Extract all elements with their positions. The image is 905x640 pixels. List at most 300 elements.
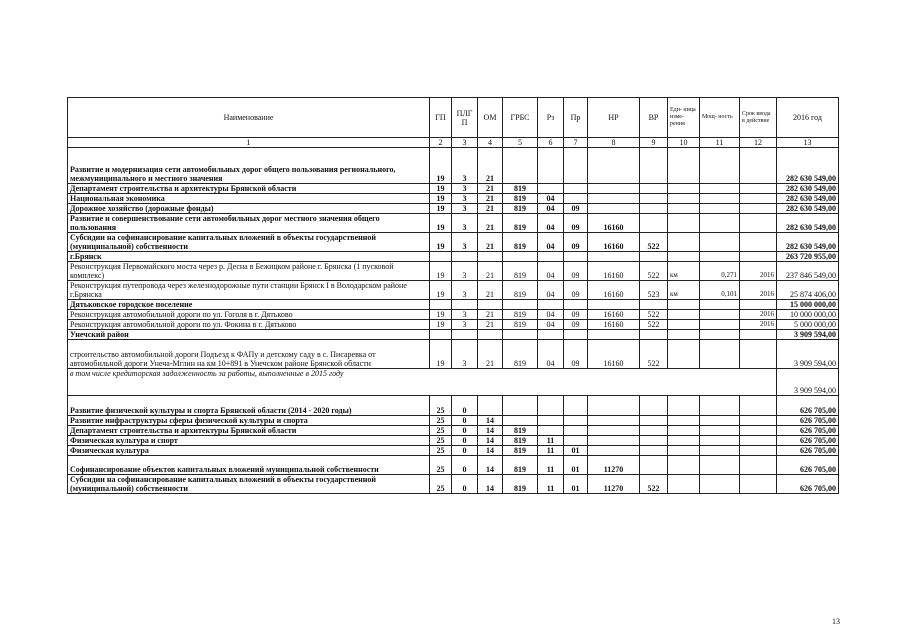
cell-power bbox=[700, 396, 740, 416]
cell-plgp: 3 bbox=[452, 204, 478, 214]
cell-name: Унечский район bbox=[68, 330, 430, 340]
cell-term: 2016 bbox=[740, 310, 777, 320]
cell-grbs: 819 bbox=[503, 214, 538, 233]
table-row bbox=[68, 456, 839, 475]
cell-power bbox=[700, 148, 740, 184]
cell-rz: 04 bbox=[538, 340, 564, 369]
cell-name: Развитие физической культуры и спорта Брянской области (2014 - 2020 годы) bbox=[68, 396, 430, 416]
cell-term: 2016 bbox=[740, 281, 777, 300]
page-number: 13 bbox=[832, 617, 840, 626]
cell-pr: 01 bbox=[564, 446, 588, 456]
cell-rz: 04 bbox=[538, 310, 564, 320]
cell-gp: 19 bbox=[430, 310, 452, 320]
cell-grbs bbox=[503, 416, 538, 426]
cell-name: Реконструкция автомобильной дороги по ул. Гоголя в г. Дятьково bbox=[68, 310, 430, 320]
cell-nr bbox=[588, 184, 640, 194]
cell-vr bbox=[640, 396, 668, 416]
cell-grbs: 819 bbox=[503, 446, 538, 456]
cell-power bbox=[700, 436, 740, 446]
cell-name: Национальная экономика bbox=[68, 194, 430, 204]
cell-pr: 01 bbox=[564, 456, 588, 475]
cell-nr bbox=[588, 436, 640, 446]
cell-unit: км bbox=[668, 281, 700, 300]
table-row bbox=[68, 340, 839, 369]
cell-om bbox=[478, 300, 503, 310]
cell-pr: 09 bbox=[564, 262, 588, 281]
cell-vr: 522 bbox=[640, 320, 668, 330]
cell-grbs bbox=[503, 330, 538, 340]
cell-vr: 522 bbox=[640, 233, 668, 252]
cell-gp: 19 bbox=[430, 340, 452, 369]
cell-plgp: 0 bbox=[452, 396, 478, 416]
cell-rz bbox=[538, 330, 564, 340]
cell-vr: 522 bbox=[640, 310, 668, 320]
table-row bbox=[68, 233, 839, 252]
cell-name: г.Брянск bbox=[68, 252, 430, 262]
cell-unit bbox=[668, 456, 700, 475]
cell-om: 14 bbox=[478, 446, 503, 456]
cell-grbs: 819 bbox=[503, 436, 538, 446]
cell-name: Субсидии на софинансирование капитальных вложений в объекты государственной (муниципальной) собственности bbox=[68, 233, 430, 252]
col-number: 5 bbox=[503, 138, 538, 148]
cell-pr bbox=[564, 416, 588, 426]
cell-pr: 09 bbox=[564, 310, 588, 320]
column-number-row bbox=[68, 138, 839, 148]
cell-om: 21 bbox=[478, 310, 503, 320]
table-header-row bbox=[68, 98, 839, 138]
cell-nr bbox=[588, 252, 640, 262]
col-number: 9 bbox=[640, 138, 668, 148]
cell-sum: 626 705,00 bbox=[777, 456, 839, 475]
cell-gp: 19 bbox=[430, 262, 452, 281]
table-row bbox=[68, 416, 839, 426]
cell-unit bbox=[668, 330, 700, 340]
cell-grbs: 819 bbox=[503, 320, 538, 330]
cell-rz bbox=[538, 416, 564, 426]
table-row bbox=[68, 262, 839, 281]
cell-om: 21 bbox=[478, 262, 503, 281]
cell-vr bbox=[640, 194, 668, 204]
header-year: 2016 год bbox=[777, 98, 839, 138]
cell-rz: 11 bbox=[538, 436, 564, 446]
cell-sum: 3 909 594,00 bbox=[777, 330, 839, 340]
col-number: 1 bbox=[68, 138, 430, 148]
cell-name: Физическая культура и спорт bbox=[68, 436, 430, 446]
col-number: 12 bbox=[740, 138, 777, 148]
cell-grbs: 819 bbox=[503, 204, 538, 214]
cell-rz: 04 bbox=[538, 194, 564, 204]
cell-grbs bbox=[503, 300, 538, 310]
cell-rz: 11 bbox=[538, 446, 564, 456]
cell-nr bbox=[588, 416, 640, 426]
cell-om bbox=[478, 252, 503, 262]
cell-name: Реконструкция автомобильной дороги по ул. Фокина в г. Дятьково bbox=[68, 320, 430, 330]
table-row bbox=[68, 310, 839, 320]
cell-plgp: 0 bbox=[452, 436, 478, 446]
cell-grbs bbox=[503, 148, 538, 184]
cell-nr: 16160 bbox=[588, 262, 640, 281]
cell-term bbox=[740, 340, 777, 369]
cell-gp: 25 bbox=[430, 446, 452, 456]
cell-sum: 3 909 594,00 bbox=[777, 340, 839, 369]
cell-plgp: 0 bbox=[452, 446, 478, 456]
cell-power bbox=[700, 214, 740, 233]
header-term: Срок ввода в действие bbox=[740, 98, 777, 138]
cell-term bbox=[740, 184, 777, 194]
cell-name: Развитие и совершенствование сети автомобильных дорог местного значения общего пользования bbox=[68, 214, 430, 233]
cell-sum: 25 874 406,00 bbox=[777, 281, 839, 300]
cell-vr bbox=[640, 204, 668, 214]
cell-sum: 626 705,00 bbox=[777, 436, 839, 446]
cell-unit bbox=[668, 475, 700, 494]
table-row bbox=[68, 184, 839, 194]
cell-rz: 04 bbox=[538, 233, 564, 252]
cell-plgp: 3 bbox=[452, 148, 478, 184]
cell-name: Дятьковское городское поселение bbox=[68, 300, 430, 310]
cell-rz bbox=[538, 300, 564, 310]
cell-om: 21 bbox=[478, 204, 503, 214]
cell-power bbox=[700, 204, 740, 214]
cell-plgp: 3 bbox=[452, 310, 478, 320]
cell-vr bbox=[640, 456, 668, 475]
cell-vr bbox=[640, 252, 668, 262]
cell-unit bbox=[668, 320, 700, 330]
cell-name: Развитие инфраструктуры сферы физической культуры и спорта bbox=[68, 416, 430, 426]
cell-name: Департамент строительства и архитектуры Брянской области bbox=[68, 184, 430, 194]
cell-nr bbox=[588, 194, 640, 204]
cell-power bbox=[700, 320, 740, 330]
cell-gp: 19 bbox=[430, 184, 452, 194]
cell-nr bbox=[588, 300, 640, 310]
cell-vr bbox=[640, 446, 668, 456]
cell-plgp: 3 bbox=[452, 340, 478, 369]
cell-power bbox=[700, 340, 740, 369]
cell-pr bbox=[564, 436, 588, 446]
cell-om: 21 bbox=[478, 214, 503, 233]
cell-term bbox=[740, 426, 777, 436]
cell-plgp: 3 bbox=[452, 320, 478, 330]
cell-power bbox=[700, 475, 740, 494]
cell-term bbox=[740, 330, 777, 340]
cell-om: 14 bbox=[478, 456, 503, 475]
cell-sum: 282 630 549,00 bbox=[777, 194, 839, 204]
cell-unit bbox=[668, 446, 700, 456]
cell-pr bbox=[564, 330, 588, 340]
cell-sum: 3 909 594,00 bbox=[777, 369, 839, 396]
cell-unit: км bbox=[668, 262, 700, 281]
table-row bbox=[68, 148, 839, 184]
cell-name: Реконструкция Первомайского моста через р. Десна в Бежицком районе г. Брянска (1 пусковой комплекс) bbox=[68, 262, 430, 281]
cell-plgp bbox=[452, 252, 478, 262]
header-name: Наименование bbox=[68, 98, 430, 138]
cell-nr bbox=[588, 204, 640, 214]
cell-rz: 04 bbox=[538, 262, 564, 281]
cell-power bbox=[700, 194, 740, 204]
cell-gp: 19 bbox=[430, 204, 452, 214]
table-row bbox=[68, 369, 839, 396]
cell-unit bbox=[668, 194, 700, 204]
cell-nr: 16160 bbox=[588, 340, 640, 369]
cell-om bbox=[478, 330, 503, 340]
cell-om: 14 bbox=[478, 436, 503, 446]
table-row bbox=[68, 396, 839, 416]
cell-pr bbox=[564, 252, 588, 262]
cell-nr bbox=[588, 446, 640, 456]
header-unit: Еди- ница изме- рения bbox=[668, 98, 700, 138]
col-number: 13 bbox=[777, 138, 839, 148]
cell-gp: 25 bbox=[430, 456, 452, 475]
table-row bbox=[68, 320, 839, 330]
cell-pr bbox=[564, 426, 588, 436]
cell-name: в том числе кредиторская задолженность за работы, выполненные в 2015 году bbox=[68, 369, 777, 396]
cell-plgp: 3 bbox=[452, 214, 478, 233]
table-row bbox=[68, 330, 839, 340]
cell-nr bbox=[588, 330, 640, 340]
cell-rz: 04 bbox=[538, 214, 564, 233]
cell-unit bbox=[668, 426, 700, 436]
cell-nr bbox=[588, 426, 640, 436]
table-row bbox=[68, 204, 839, 214]
cell-gp: 19 bbox=[430, 148, 452, 184]
cell-grbs: 819 bbox=[503, 233, 538, 252]
table-row bbox=[68, 446, 839, 456]
cell-term bbox=[740, 300, 777, 310]
cell-pr bbox=[564, 396, 588, 416]
cell-term bbox=[740, 233, 777, 252]
header-gp: ГП bbox=[430, 98, 452, 138]
cell-power: 0,271 bbox=[700, 262, 740, 281]
cell-gp: 25 bbox=[430, 426, 452, 436]
cell-term bbox=[740, 396, 777, 416]
cell-om: 21 bbox=[478, 320, 503, 330]
cell-nr bbox=[588, 396, 640, 416]
cell-grbs: 819 bbox=[503, 475, 538, 494]
cell-rz bbox=[538, 426, 564, 436]
cell-term bbox=[740, 214, 777, 233]
cell-rz bbox=[538, 252, 564, 262]
header-pr: Пр bbox=[564, 98, 588, 138]
table-row bbox=[68, 475, 839, 494]
cell-om: 14 bbox=[478, 426, 503, 436]
cell-power bbox=[700, 416, 740, 426]
cell-plgp: 0 bbox=[452, 456, 478, 475]
cell-sum: 5 000 000,00 bbox=[777, 320, 839, 330]
cell-pr bbox=[564, 148, 588, 184]
cell-rz bbox=[538, 148, 564, 184]
cell-gp: 19 bbox=[430, 233, 452, 252]
header-om: ОМ bbox=[478, 98, 503, 138]
cell-rz: 11 bbox=[538, 456, 564, 475]
budget-table bbox=[67, 97, 839, 494]
cell-pr: 09 bbox=[564, 233, 588, 252]
cell-gp: 19 bbox=[430, 214, 452, 233]
cell-nr: 11270 bbox=[588, 475, 640, 494]
cell-vr: 522 bbox=[640, 475, 668, 494]
cell-sum: 282 630 549,00 bbox=[777, 214, 839, 233]
cell-plgp: 3 bbox=[452, 281, 478, 300]
cell-sum: 10 000 000,00 bbox=[777, 310, 839, 320]
cell-sum: 626 705,00 bbox=[777, 446, 839, 456]
col-number: 10 bbox=[668, 138, 700, 148]
header-nr: НР bbox=[588, 98, 640, 138]
cell-sum: 626 705,00 bbox=[777, 416, 839, 426]
cell-nr: 16160 bbox=[588, 233, 640, 252]
cell-term bbox=[740, 436, 777, 446]
cell-rz bbox=[538, 396, 564, 416]
cell-name: Дорожное хозяйство (дорожные фонды) bbox=[68, 204, 430, 214]
header-power: Мощ- ность bbox=[700, 98, 740, 138]
cell-vr bbox=[640, 214, 668, 233]
cell-vr bbox=[640, 330, 668, 340]
cell-nr: 16160 bbox=[588, 310, 640, 320]
cell-vr bbox=[640, 416, 668, 426]
cell-power bbox=[700, 252, 740, 262]
cell-unit bbox=[668, 416, 700, 426]
cell-grbs: 819 bbox=[503, 456, 538, 475]
cell-pr: 09 bbox=[564, 320, 588, 330]
cell-vr bbox=[640, 436, 668, 446]
cell-term: 2016 bbox=[740, 262, 777, 281]
cell-grbs bbox=[503, 252, 538, 262]
cell-sum: 626 705,00 bbox=[777, 475, 839, 494]
cell-term: 2016 bbox=[740, 320, 777, 330]
cell-plgp: 0 bbox=[452, 426, 478, 436]
col-number: 2 bbox=[430, 138, 452, 148]
cell-nr: 16160 bbox=[588, 281, 640, 300]
cell-vr bbox=[640, 426, 668, 436]
cell-term bbox=[740, 148, 777, 184]
cell-vr bbox=[640, 148, 668, 184]
cell-sum: 282 630 549,00 bbox=[777, 204, 839, 214]
header-rz: Рз bbox=[538, 98, 564, 138]
cell-grbs: 819 bbox=[503, 262, 538, 281]
cell-nr bbox=[588, 148, 640, 184]
cell-plgp: 3 bbox=[452, 262, 478, 281]
cell-name: Субсидии на софинансирование капитальных вложений в объекты государственной (муниципальной) собственности bbox=[68, 475, 430, 494]
cell-pr: 01 bbox=[564, 475, 588, 494]
cell-rz: 11 bbox=[538, 475, 564, 494]
cell-vr: 522 bbox=[640, 262, 668, 281]
cell-unit bbox=[668, 204, 700, 214]
col-number: 8 bbox=[588, 138, 640, 148]
col-number: 6 bbox=[538, 138, 564, 148]
cell-name: Реконструкция путепровода через железнодорожные пути станции Брянск I в Володарском районе г.Брянска bbox=[68, 281, 430, 300]
table-row bbox=[68, 300, 839, 310]
cell-term bbox=[740, 204, 777, 214]
cell-power: 0,101 bbox=[700, 281, 740, 300]
cell-sum: 237 846 549,00 bbox=[777, 262, 839, 281]
cell-power bbox=[700, 426, 740, 436]
cell-grbs: 819 bbox=[503, 426, 538, 436]
cell-plgp: 3 bbox=[452, 194, 478, 204]
cell-om: 21 bbox=[478, 194, 503, 204]
cell-sum: 282 630 549,00 bbox=[777, 148, 839, 184]
cell-sum: 626 705,00 bbox=[777, 396, 839, 416]
col-number: 7 bbox=[564, 138, 588, 148]
cell-gp: 25 bbox=[430, 475, 452, 494]
cell-sum: 282 630 549,00 bbox=[777, 233, 839, 252]
cell-gp bbox=[430, 330, 452, 340]
cell-gp bbox=[430, 300, 452, 310]
cell-term bbox=[740, 194, 777, 204]
col-number: 4 bbox=[478, 138, 503, 148]
cell-gp bbox=[430, 252, 452, 262]
cell-vr: 522 bbox=[640, 340, 668, 369]
cell-unit bbox=[668, 340, 700, 369]
cell-term bbox=[740, 252, 777, 262]
cell-rz: 04 bbox=[538, 320, 564, 330]
cell-plgp: 3 bbox=[452, 233, 478, 252]
cell-nr: 16160 bbox=[588, 320, 640, 330]
cell-power bbox=[700, 456, 740, 475]
cell-gp: 25 bbox=[430, 416, 452, 426]
cell-unit bbox=[668, 214, 700, 233]
cell-sum: 263 720 955,00 bbox=[777, 252, 839, 262]
cell-plgp: 0 bbox=[452, 475, 478, 494]
cell-grbs: 819 bbox=[503, 194, 538, 204]
table-row bbox=[68, 426, 839, 436]
cell-unit bbox=[668, 300, 700, 310]
table-row bbox=[68, 436, 839, 446]
cell-power bbox=[700, 446, 740, 456]
cell-gp: 19 bbox=[430, 194, 452, 204]
cell-name: Физическая культура bbox=[68, 446, 430, 456]
cell-vr bbox=[640, 184, 668, 194]
cell-nr: 16160 bbox=[588, 214, 640, 233]
cell-plgp bbox=[452, 300, 478, 310]
cell-rz bbox=[538, 184, 564, 194]
cell-grbs bbox=[503, 396, 538, 416]
cell-om: 14 bbox=[478, 416, 503, 426]
cell-unit bbox=[668, 396, 700, 416]
cell-power bbox=[700, 310, 740, 320]
cell-pr bbox=[564, 184, 588, 194]
cell-unit bbox=[668, 436, 700, 446]
cell-nr: 11270 bbox=[588, 456, 640, 475]
cell-plgp bbox=[452, 330, 478, 340]
cell-pr: 09 bbox=[564, 281, 588, 300]
table-row bbox=[68, 252, 839, 262]
col-number: 3 bbox=[452, 138, 478, 148]
cell-gp: 19 bbox=[430, 320, 452, 330]
cell-term bbox=[740, 475, 777, 494]
cell-unit bbox=[668, 184, 700, 194]
cell-rz: 04 bbox=[538, 204, 564, 214]
cell-name: строительство автомобильной дороги Подъезд к ФАПу и детскому саду в с. Писаревка от автомобильной дороги Унеча-Мглин на км 10+891 в Унечском районе Брянской области bbox=[68, 340, 430, 369]
cell-vr: 523 bbox=[640, 281, 668, 300]
cell-om: 21 bbox=[478, 340, 503, 369]
cell-sum: 15 000 000,00 bbox=[777, 300, 839, 310]
cell-name: Департамент строительства и архитектуры Брянской области bbox=[68, 426, 430, 436]
cell-unit bbox=[668, 233, 700, 252]
table-row bbox=[68, 194, 839, 204]
cell-term bbox=[740, 456, 777, 475]
cell-unit bbox=[668, 310, 700, 320]
cell-power bbox=[700, 330, 740, 340]
cell-term bbox=[740, 446, 777, 456]
cell-gp: 19 bbox=[430, 281, 452, 300]
cell-vr bbox=[640, 300, 668, 310]
cell-power bbox=[700, 300, 740, 310]
cell-plgp: 0 bbox=[452, 416, 478, 426]
col-number: 11 bbox=[700, 138, 740, 148]
cell-grbs: 819 bbox=[503, 340, 538, 369]
cell-grbs: 819 bbox=[503, 310, 538, 320]
cell-gp: 25 bbox=[430, 436, 452, 446]
cell-grbs: 819 bbox=[503, 281, 538, 300]
header-vr: ВР bbox=[640, 98, 668, 138]
cell-term bbox=[740, 416, 777, 426]
